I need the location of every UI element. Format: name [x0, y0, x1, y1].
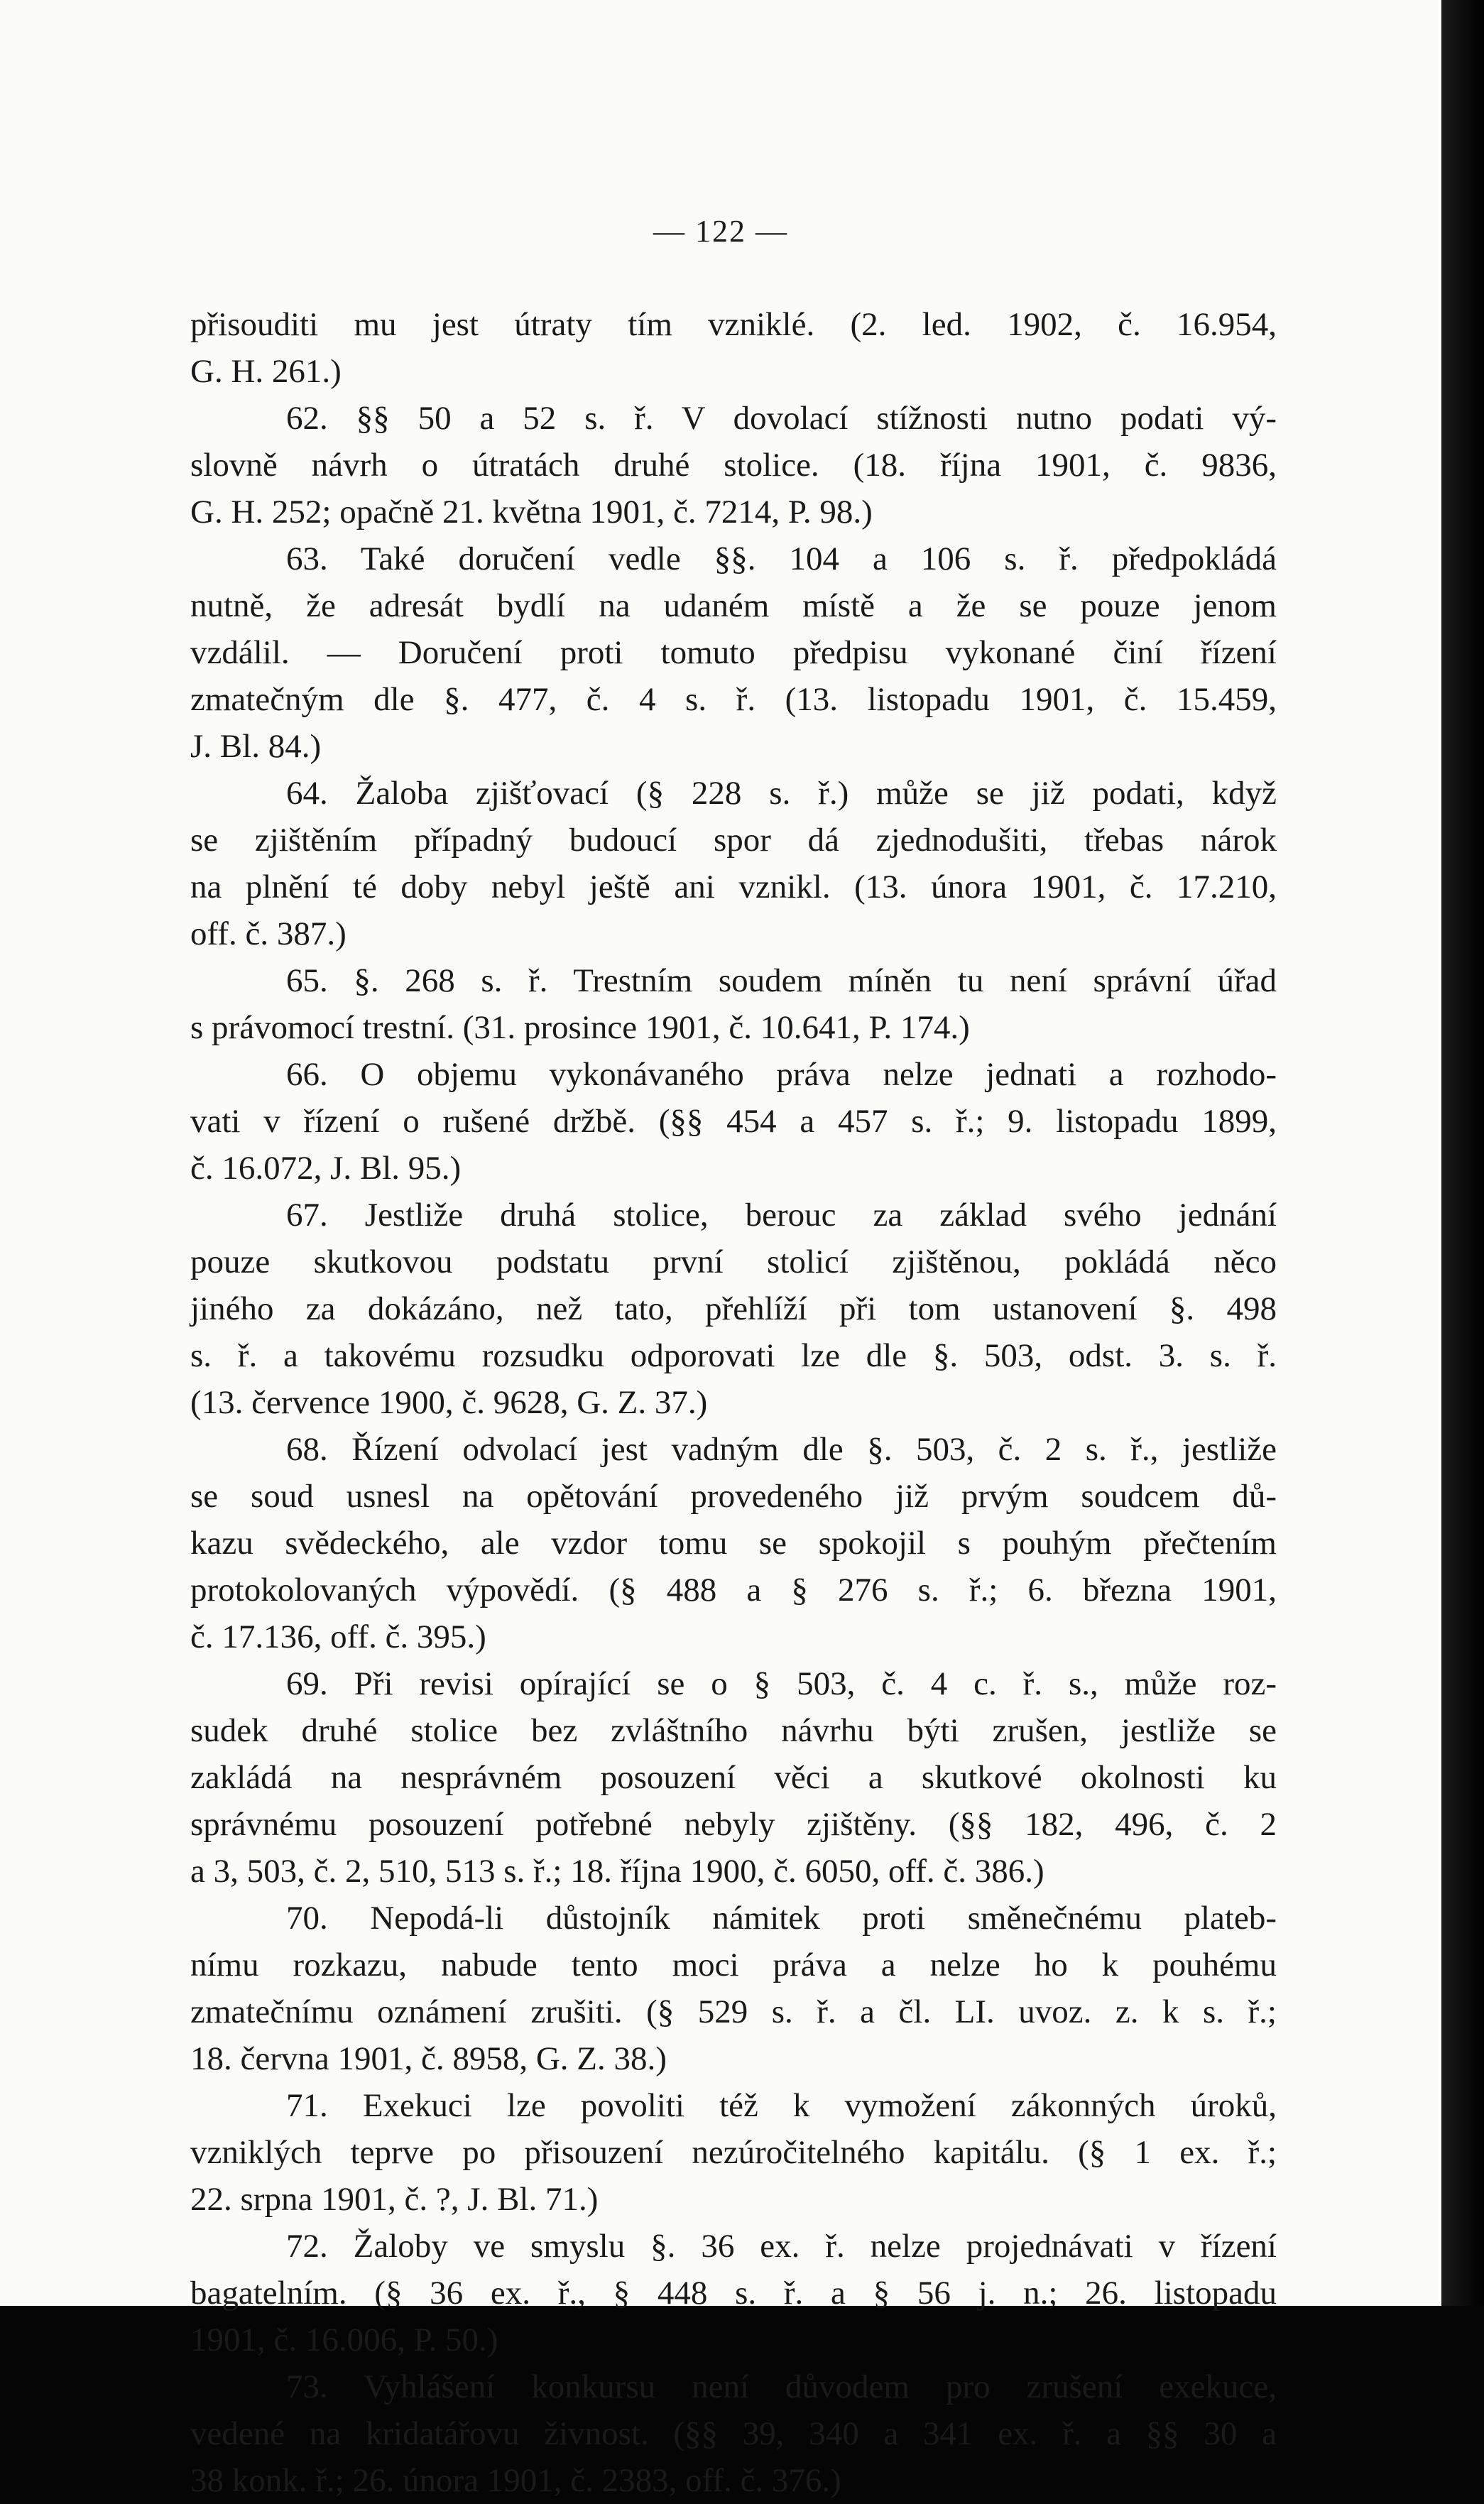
text-line: 1901, č. 16.006, P. 50.) — [190, 2321, 498, 2358]
text-line: 72. Žaloby ve smyslu §. 36 ex. ř. nelze projednávati v řízení — [286, 2228, 1277, 2265]
text-line: (13. července 1900, č. 9628, G. Z. 37.) — [190, 1384, 708, 1421]
text-line: vati v řízení o rušené držbě. (§§ 454 a 457 s. ř.; 9. listopadu 1899, — [190, 1103, 1277, 1140]
text-line: 73. Vyhlášení konkursu není důvodem pro zrušení exekuce, — [286, 2368, 1277, 2405]
text-line: G. H. 252; opačně 21. května 1901, č. 7214, P. 98.) — [190, 494, 873, 530]
text-line: 67. Jestliže druhá stolice, berouc za základ svého jednání — [286, 1197, 1277, 1234]
page-number: — 122 — — [653, 214, 788, 249]
text-line: 68. Řízení odvolací jest vadným dle §. 503, č. 2 s. ř., jestliže — [286, 1431, 1277, 1468]
text-line: 38 konk. ř.; 26. února 1901, č. 2383, off. č. 376.) — [190, 2462, 841, 2499]
text-line: 66. O objemu vykonávaného práva nelze jednati a rozhodo- — [286, 1056, 1277, 1093]
text-line: 64. Žaloba zjišťovací (§ 228 s. ř.) může se již podati, když — [286, 775, 1277, 812]
text-line: kazu svědeckého, ale vzdor tomu se spokojil s pouhým přečtením — [190, 1525, 1277, 1562]
text-line: vzdálil. — Doručení proti tomuto předpisu vykonané činí řízení — [190, 634, 1277, 671]
text-line: zakládá na nesprávném posouzení věci a skutkové okolnosti ku — [190, 1759, 1277, 1796]
text-line: s. ř. a takovému rozsudku odporovati lze dle §. 503, odst. 3. s. ř. — [190, 1337, 1277, 1374]
text-line: 65. §. 268 s. ř. Trestním soudem míněn tu není správní úřad — [286, 962, 1277, 999]
text-line: 70. Nepodá-li důstojník námitek proti směnečnému plateb- — [286, 1900, 1277, 1937]
text-line: 22. srpna 1901, č. ?, J. Bl. 71.) — [190, 2181, 599, 2218]
text-line: 63. Také doručení vedle §§. 104 a 106 s. ř. předpokládá — [286, 540, 1277, 577]
text-line: zmatečným dle §. 477, č. 4 s. ř. (13. listopadu 1901, č. 15.459, — [190, 681, 1277, 718]
text-line: zmatečnímu oznámení zrušiti. (§ 529 s. ř. a čl. LI. uvoz. z. k s. ř.; — [190, 1993, 1277, 2030]
text-line: nutně, že adresát bydlí na udaném místě a že se pouze jenom — [190, 587, 1277, 624]
body-text — [190, 301, 1277, 2504]
text-line: 62. §§ 50 a 52 s. ř. V dovolací stížnosti nutno podati vý- — [286, 400, 1277, 437]
text-line: sudek druhé stolice bez zvláštního návrhu býti zrušen, jestliže se — [190, 1712, 1277, 1749]
text-line: slovně návrh o útratách druhé stolice. (18. října 1901, č. 9836, — [190, 447, 1277, 484]
text-line: 18. června 1901, č. 8958, G. Z. 38.) — [190, 2040, 667, 2077]
text-line: bagatelním. (§ 36 ex. ř., § 448 s. ř. a § 56 j. n.; 26. listopadu — [190, 2275, 1277, 2312]
text-line: správnému posouzení potřebné nebyly zjištěny. (§§ 182, 496, č. 2 — [190, 1806, 1277, 1843]
text-line: vzniklých teprve po přisouzení nezúročitelného kapitálu. (§ 1 ex. ř.; — [190, 2134, 1277, 2171]
text-line: č. 16.072, J. Bl. 95.) — [190, 1150, 462, 1187]
text-line: č. 17.136, off. č. 395.) — [190, 1618, 486, 1655]
text-line: nímu rozkazu, nabude tento moci práva a nelze ho k pouhému — [190, 1947, 1277, 1983]
text-line: a 3, 503, č. 2, 510, 513 s. ř.; 18. října 1900, č. 6050, off. č. 386.) — [190, 1853, 1044, 1890]
text-line: off. č. 387.) — [190, 915, 347, 952]
text-line: vedené na kridatářovu živnost. (§§ 39, 340 a 341 ex. ř. a §§ 30 a — [190, 2415, 1277, 2452]
text-line: G. H. 261.) — [190, 353, 342, 390]
text-line: protokolovaných výpovědí. (§ 488 a § 276 s. ř.; 6. března 1901, — [190, 1572, 1277, 1608]
scan-edge — [1441, 0, 1484, 2306]
text-line: se zjištěním případný budoucí spor dá zjednodušiti, třebas nárok — [190, 822, 1277, 859]
text-line: s právomocí trestní. (31. prosince 1901, č. 10.641, P. 174.) — [190, 1009, 970, 1046]
text-line: na plnění té doby nebyl ještě ani vznikl. (13. února 1901, č. 17.210, — [190, 869, 1277, 905]
text-line: jiného za dokázáno, než tato, přehlíží při tom ustanovení §. 498 — [190, 1290, 1277, 1327]
text-line: přisouditi mu jest útraty tím vzniklé. (2. led. 1902, č. 16.954, — [190, 306, 1277, 343]
text-line: J. Bl. 84.) — [190, 728, 322, 765]
text-line: 71. Exekuci lze povoliti též k vymožení zákonných úroků, — [286, 2087, 1277, 2124]
text-line: 69. Při revisi opírající se o § 503, č. 4 c. ř. s., může roz- — [286, 1665, 1277, 1702]
text-line: pouze skutkovou podstatu první stolicí zjištěnou, pokládá něco — [190, 1243, 1277, 1280]
text-line: se soud usnesl na opětování provedeného již prvým soudcem dů- — [190, 1478, 1277, 1515]
